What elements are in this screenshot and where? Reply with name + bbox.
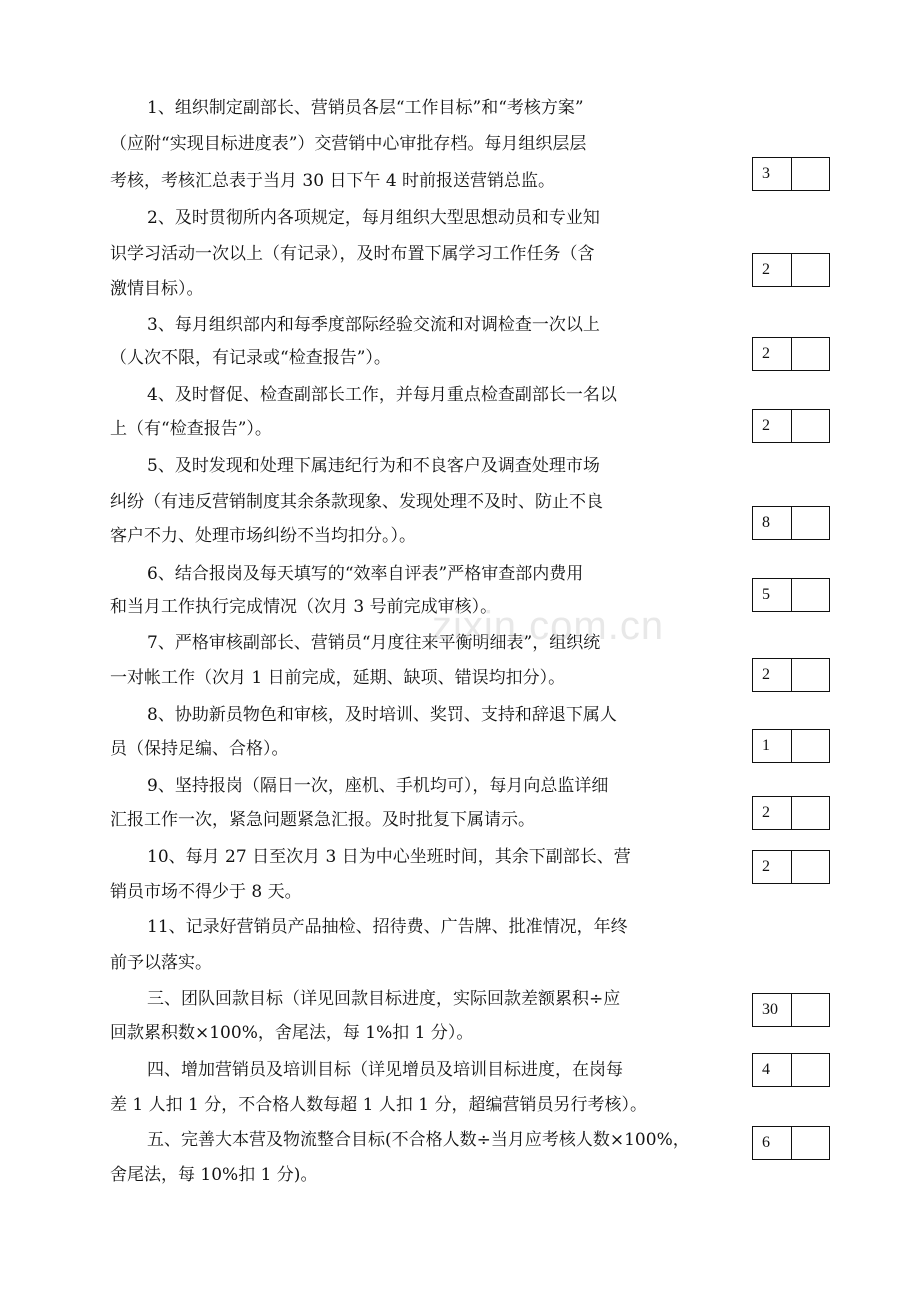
score-box [752, 1126, 830, 1160]
score-box [752, 506, 830, 540]
text-line: 4、及时督促、检查副部长工作，并每月重点检查副部长一名以 [147, 385, 617, 405]
score-box [752, 729, 830, 763]
score-value: 2 [753, 797, 792, 829]
score-value: 2 [753, 410, 792, 442]
text-line: 5、及时发现和处理下属违纪行为和不良客户及调查处理市场 [147, 456, 600, 476]
score-box [752, 337, 830, 371]
text-line: 回款累积数×100%，舍尾法，每 1%扣 1 分）。 [110, 1023, 474, 1043]
text-line: 9、坚持报岗（隔日一次，座机、手机均可），每月向总监详细 [147, 776, 609, 796]
score-box [752, 578, 830, 612]
score-box [752, 850, 830, 884]
text-line: 1、组织制定副部长、营销员各层“工作目标”和“考核方案” [147, 98, 584, 118]
text-line: 6、结合报岗及每天填写的“效率自评表”严格审查部内费用 [147, 564, 584, 584]
text-line: （应附“实现目标进度表”）交营销中心审批存档。每月组织层层 [110, 134, 587, 154]
text-line: 8、协助新员物色和审核，及时培训、奖罚、支持和辞退下属人 [147, 705, 617, 725]
score-value: 8 [753, 507, 792, 539]
text-line: 员（保持足编、合格）。 [110, 739, 289, 759]
text-line: 考核，考核汇总表于当月 30 日下午 4 时前报送营销总监。 [110, 171, 556, 191]
text-line: 差 1 人扣 1 分，不合格人数每超 1 人扣 1 分，超编营销员另行考核）。 [110, 1095, 647, 1115]
score-box [752, 409, 830, 443]
text-line: 和当月工作执行完成情况（次月 3 号前完成审核）。 [110, 597, 498, 617]
text-line: 前予以落实。 [110, 953, 212, 973]
score-value: 2 [753, 338, 792, 370]
text-line: 舍尾法，每 10%扣 1 分)。 [110, 1165, 318, 1185]
score-box [752, 796, 830, 830]
text-line: 销员市场不得少于 8 天。 [110, 882, 302, 902]
text-line: 3、每月组织部内和每季度部际经验交流和对调检查一次以上 [147, 315, 600, 335]
score-box [752, 1053, 830, 1087]
score-box [752, 993, 830, 1027]
score-box [752, 253, 830, 287]
text-line: 一对帐工作（次月 1 日前完成，延期、缺项、错误均扣分）。 [110, 668, 566, 688]
text-line: 识学习活动一次以上（有记录），及时布置下属学习工作任务（含 [110, 244, 595, 264]
text-line: 10、每月 27 日至次月 3 日为中心坐班时间，其余下副部长、营 [147, 847, 631, 867]
text-line: 纠纷（有违反营销制度其余条款现象、发现处理不及时、防止不良 [110, 492, 603, 512]
score-box [752, 157, 830, 191]
score-value: 1 [753, 730, 792, 762]
text-line: 三、团队回款目标（详见回款目标进度，实际回款差额累积÷应 [147, 989, 621, 1009]
text-line: 汇报工作一次，紧急问题紧急汇报。及时批复下属请示。 [110, 810, 535, 830]
text-line: 激情目标）。 [110, 279, 204, 299]
text-line: 2、及时贯彻所内各项规定，每月组织大型思想动员和专业知 [147, 208, 600, 228]
watermark: zixin.com.cn [432, 604, 665, 648]
score-value: 2 [753, 659, 792, 691]
score-box [752, 658, 830, 692]
text-line: 五、完善大本营及物流整合目标(不合格人数÷当月应考核人数×100%， [147, 1130, 690, 1150]
score-value: 3 [753, 158, 792, 190]
score-value: 30 [753, 994, 792, 1026]
score-value: 5 [753, 579, 792, 611]
text-line: 客户不力、处理市场纠纷不当均扣分。）。 [110, 526, 416, 546]
text-line: （人次不限，有记录或“检查报告”）。 [110, 348, 391, 368]
score-value: 2 [753, 254, 792, 286]
text-line: 7、严格审核副部长、营销员“月度往来平衡明细表”，组织统 [147, 633, 601, 653]
text-line: 11、记录好营销员产品抽检、招待费、广告牌、批准情况，年终 [147, 917, 628, 937]
score-value: 2 [753, 851, 792, 883]
text-line: 四、增加营销员及培训目标（详见增员及培训目标进度，在岗每 [147, 1060, 623, 1080]
score-value: 4 [753, 1054, 792, 1086]
score-value: 6 [753, 1127, 792, 1159]
text-line: 上（有“检查报告”）。 [110, 419, 272, 439]
